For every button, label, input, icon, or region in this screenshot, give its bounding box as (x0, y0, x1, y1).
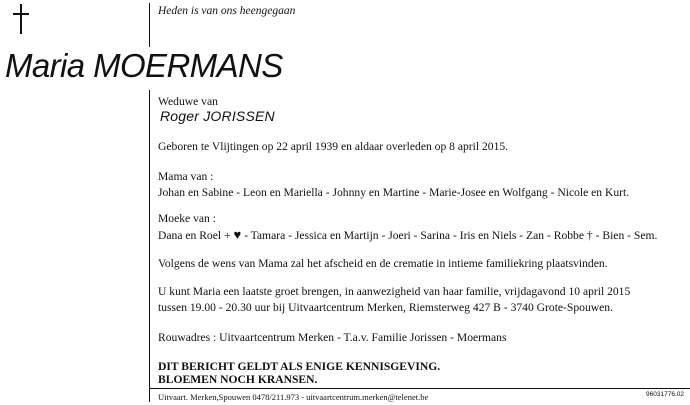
notice-line-2: BLOEMEN NOCH KRANSEN. (158, 373, 318, 386)
visit-line-2: tussen 19.00 - 20.30 uur bij Uitvaartcentrum Merken, Riemsterweg 427 B - 3740 Grote-Spouwen. (158, 301, 613, 314)
children-list: Johan en Sabine - Leon en Mariella - Johnny en Martine - Marie-Josee en Wolfgang - Nicole en Kurt. (158, 186, 630, 199)
footer-contact: Uitvaart. Merken,Spouwen 0478/211.973 - uitvaartcentrum.merken@telenet.be (158, 392, 429, 402)
divider-footer (149, 388, 690, 389)
divider-vertical-top (149, 3, 150, 47)
notice-line-1: DIT BERICHT GELDT ALS ENIGE KENNISGEVING. (158, 360, 441, 373)
address-line: Rouwadres : Uitvaartcentrum Merken - T.a.v. Familie Jorissen - Moermans (158, 331, 507, 344)
grandmother-label: Moeke van : (158, 212, 216, 225)
divider-vertical-main (149, 90, 150, 402)
grandchildren-prefix: Dana en Roel + (158, 229, 231, 242)
wish-line: Volgens de wens van Mama zal het afscheid en de crematie in intieme familiekring plaatsvinden. (158, 257, 608, 270)
grandchildren-list (158, 228, 657, 242)
birth-death-line: Geboren te Vlijtingen op 22 april 1939 en aldaar overleden op 8 april 2015. (158, 140, 509, 153)
spouse-name: Roger JORISSEN (160, 108, 275, 124)
mother-label: Mama van : (158, 170, 214, 183)
intro-text: Heden is van ons heengegaan (158, 5, 296, 17)
deceased-name: Maria MOERMANS (5, 47, 283, 84)
heart-icon: ♥ (233, 227, 242, 242)
cross-icon (11, 4, 31, 34)
grandchildren-rest: - Tamara - Jessica en Martijn - Joeri - Sarina - Iris en Niels - Zan - Robbe † - Bien - Sem. (244, 229, 658, 242)
visit-line-1: U kunt Maria een laatste groet brengen, in aanwezigheid van haar familie, vrijdagavond 10 april 2015 (158, 285, 631, 298)
reference-code: 96031776.02 (646, 391, 684, 398)
widow-of-label: Weduwe van (158, 95, 218, 108)
